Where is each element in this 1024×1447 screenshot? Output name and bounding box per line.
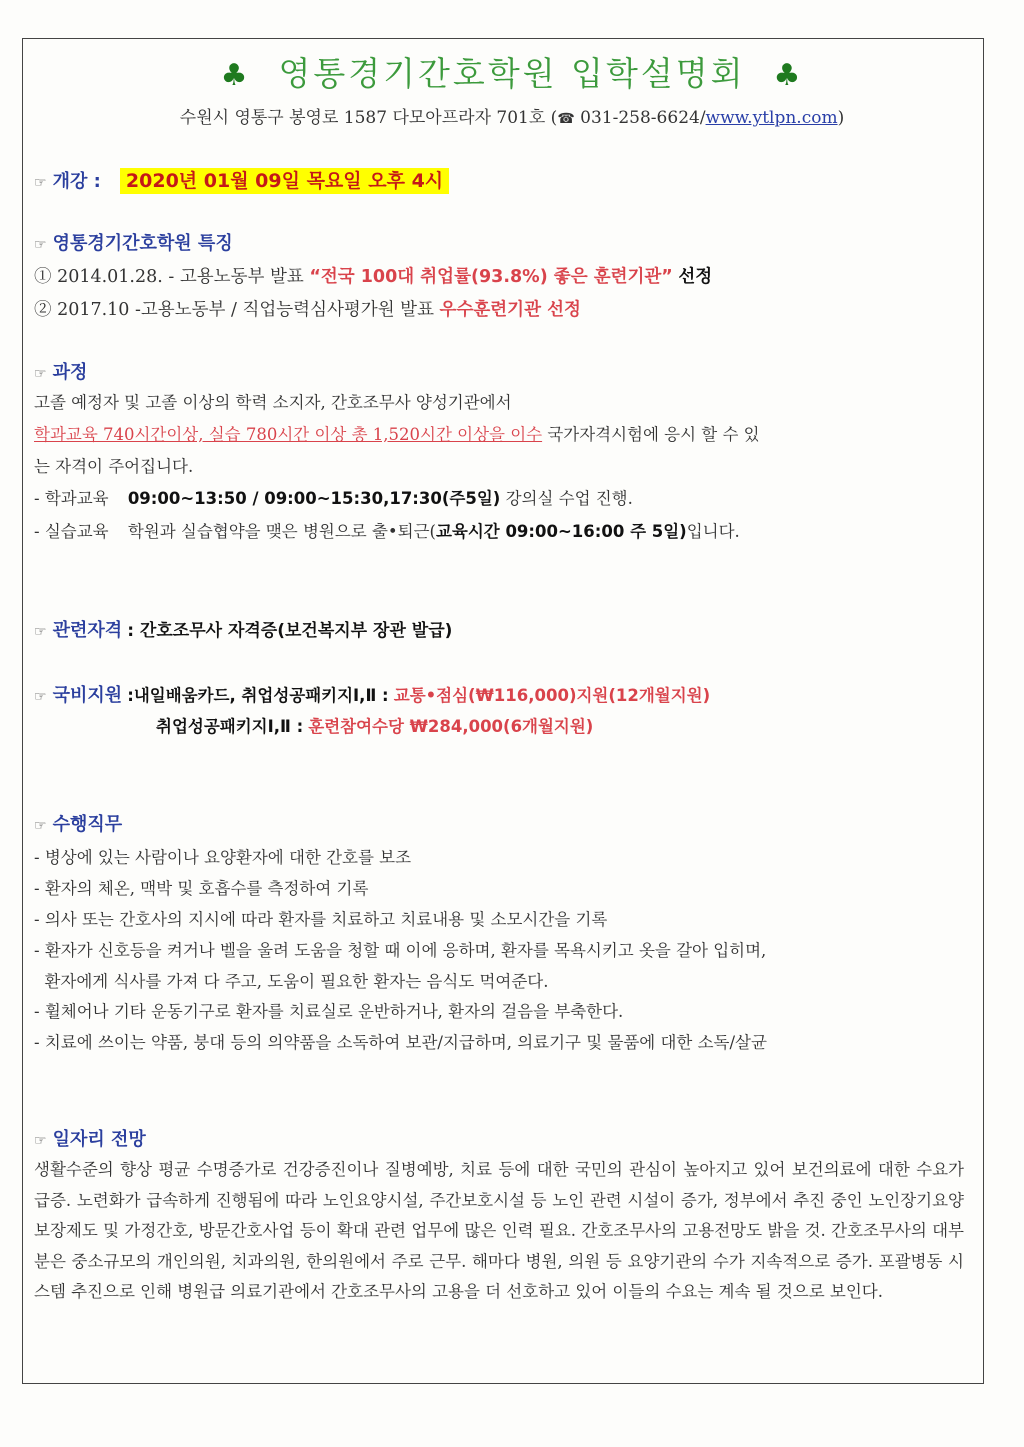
opening-heading: ☞ 개강 : bbox=[34, 171, 101, 192]
club-suit-icon: ♣ bbox=[773, 58, 804, 93]
subsidy-heading: ☞ 국비지원 bbox=[34, 685, 123, 706]
pointing-hand-icon: ☞ bbox=[34, 366, 47, 382]
club-suit-icon: ♣ bbox=[220, 58, 251, 93]
duty-item: - 의사 또는 간호사의 지시에 따라 환자를 치료하고 치료내용 및 소모시간을 기록 bbox=[34, 910, 608, 929]
qualification-row bbox=[34, 616, 452, 642]
course-line-2: 학과교육 740시간이상, 실습 780시간 이상 총 1,520시간 이상을 이수 국가자격시험에 응시 할 수 있 bbox=[34, 425, 760, 444]
feature-item-1: ① 2014.01.28. - 고용노동부 발표 “전국 100대 취업률(93.8%) 좋은 훈련기관” 선정 bbox=[34, 267, 713, 287]
feature-item-2: ② 2017.10 -고용노동부 / 직업능력심사평가원 발표 우수훈련기관 선정 bbox=[34, 300, 581, 320]
pointing-hand-icon: ☞ bbox=[34, 689, 47, 705]
pointing-hand-icon: ☞ bbox=[34, 237, 47, 253]
pointing-hand-icon: ☞ bbox=[34, 1133, 47, 1149]
pointing-hand-icon: ☞ bbox=[34, 175, 47, 191]
duty-item: - 환자가 신호등을 켜거나 벨을 울려 도움을 청할 때 이에 응하며, 환자를 목욕시키고 옷을 갈아 입히며, bbox=[34, 941, 767, 960]
duty-item: - 치료에 쓰이는 약품, 붕대 등의 의약품을 소독하여 보관/지급하며, 의료기구 및 물품에 대한 소독/살균 bbox=[34, 1033, 767, 1052]
qualification-heading: ☞ 관련자격 bbox=[34, 620, 123, 641]
features-heading: ☞ 영통경기간호학원 특징 bbox=[34, 233, 233, 254]
lecture-schedule: - 학과교육 09:00~13:50 / 09:00~15:30,17:30(주5일) 강의실 수업 진행. bbox=[34, 489, 633, 508]
website-link[interactable]: www.ytlpn.com bbox=[705, 108, 838, 128]
address-line: 수원시 영통구 봉영로 1587 다모아프라자 701호 (☎ 031-258-6624/www.ytlpn.com) bbox=[179, 108, 845, 128]
duties-heading: ☞ 수행직무 bbox=[34, 814, 123, 835]
course-line-3: 는 자격이 주어집니다. bbox=[34, 457, 194, 476]
outlook-paragraph: 생활수준의 향상 평균 수명증가로 건강증진이나 질병예방, 치료 등에 대한 국민의 관심이 높아지고 있어 보건의료에 대한 수요가 급증. 노련화가 급속하게 진행됨에 따라 노인요양시설, 주간보호시설 등 노인 관련 시설이 증가, 정부에서 추진 중인 노인장기요양보장제도 및 가정간호, 방문간호사업 등이 확대 관련 업무에 많은 인력 필요. 간호조무사의 고용전망도 밝을 것. 간호조무사의 대부분은 중소규모의 개인의원, 치과의원, 한의원에서 주로 근무. 해마다 병원, 의원 등 요양기관의 수가 지속적으로 증가. 포괄병동 시스템 추진으로 인해 병원급 의료기관에서 간호조무사의 고용을 더 선호하고 있어 이들의 수요는 계속 될 것으로 보인다. bbox=[34, 1160, 964, 1301]
subsidy-row-2: 취업성공패키지Ⅰ,Ⅱ : 훈련참여수당 ₩284,000(6개월지원) bbox=[156, 717, 594, 736]
course-heading: ☞ 과정 bbox=[34, 362, 88, 383]
pointing-hand-icon: ☞ bbox=[34, 624, 47, 640]
pointing-hand-icon: ☞ bbox=[34, 818, 47, 834]
duty-item: - 휠체어나 기타 운동기구로 환자를 치료실로 운반하거나, 환자의 걸음을 부축한다. bbox=[34, 1002, 624, 1021]
subsidy-row-1: ☞ 국비지원 :내일배움카드, 취업성공패키지Ⅰ,Ⅱ : 교통•점심(₩116,000)지원(12개월지원) bbox=[34, 685, 711, 706]
duty-item: - 환자의 체온, 맥박 및 호흡수를 측정하여 기록 bbox=[34, 879, 369, 898]
phone-icon: ☎ bbox=[557, 111, 575, 127]
duty-item: - 병상에 있는 사람이나 요양환자에 대한 간호를 보조 bbox=[34, 848, 412, 867]
opening-row bbox=[34, 166, 449, 193]
address-text: 수원시 영통구 봉영로 1587 다모아프라자 701호 ( bbox=[179, 108, 558, 128]
page-title bbox=[0, 48, 1024, 95]
duty-item: 환자에게 식사를 가져 다 주고, 도움이 필요한 환자는 음식도 먹여준다. bbox=[34, 972, 549, 991]
course-line-1: 고졸 예정자 및 고졸 이상의 학력 소지자, 간호조무사 양성기관에서 bbox=[34, 393, 512, 412]
opening-date: 2020년 01월 09일 목요일 오후 4시 bbox=[120, 168, 449, 194]
title-text: 영통경기간호학원 입학설명회 bbox=[278, 54, 746, 93]
qualification-value: : 간호조무사 자격증(보건복지부 장관 발급) bbox=[127, 621, 453, 641]
practice-schedule: - 실습교육 학원과 실습협약을 맺은 병원으로 출•퇴근(교육시간 09:00~16:00 주 5일)입니다. bbox=[34, 522, 740, 541]
phone-number: 031-258-6624/ bbox=[580, 108, 706, 128]
outlook-heading: ☞ 일자리 전망 bbox=[34, 1129, 146, 1150]
